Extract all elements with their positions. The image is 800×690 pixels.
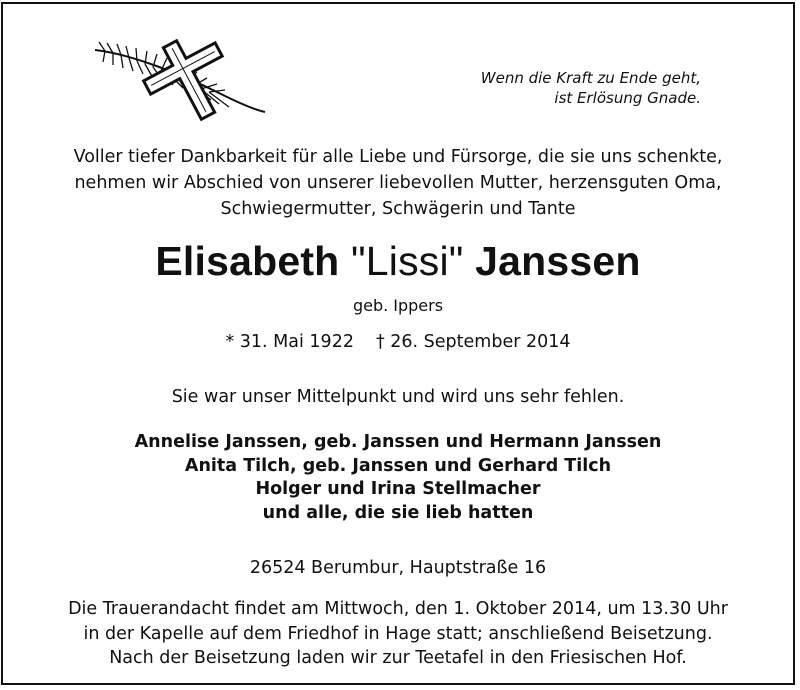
mourner-line: Anita Tilch, geb. Janssen und Gerhard Tilch xyxy=(184,455,612,476)
motto-line-1: Wenn die Kraft zu Ende geht, xyxy=(480,69,701,87)
mourner-line: Annelise Janssen, geb. Janssen und Hermann Janssen xyxy=(134,432,662,452)
life-dates xyxy=(3,330,793,354)
obituary-card xyxy=(1,2,795,685)
intro-text xyxy=(3,144,793,222)
mourners-list xyxy=(3,431,793,525)
nickname: "Lissi" xyxy=(351,238,464,284)
notice-line: Die Trauerandacht findet am Mittwoch, den 1. Oktober 2014, um 13.30 Uhr xyxy=(68,599,728,619)
tribute-text: Sie war unser Mittelpunkt und wird uns sehr fehlen. xyxy=(171,387,625,407)
motto-line-2: ist Erlösung Gnade. xyxy=(554,89,701,107)
last-name: Janssen xyxy=(475,238,641,284)
maiden-name: geb. Ippers xyxy=(352,296,444,315)
notice-line: Nach der Beisetzung laden wir zur Teetafel in den Friesischen Hof. xyxy=(109,648,687,668)
intro-line: nehmen wir Abschied von unserer liebevollen Mutter, herzensguten Oma, xyxy=(74,173,722,193)
birth-date: * 31. Mai 1922 xyxy=(225,332,354,352)
notice-line: in der Kapelle auf dem Friedhof in Hage statt; anschließend Beisetzung. xyxy=(83,623,713,644)
mourner-line: Holger und Irina Stellmacher xyxy=(255,479,541,499)
first-name: Elisabeth xyxy=(155,238,340,284)
intro-line: Schwiegermutter, Schwägerin und Tante xyxy=(220,199,576,219)
mourner-line: und alle, die sie lieb hatten xyxy=(262,502,534,523)
funeral-notice xyxy=(3,597,793,671)
address: 26524 Berumbur, Hauptstraße 16 xyxy=(249,558,547,578)
motto xyxy=(481,68,701,108)
deceased-name xyxy=(3,236,793,286)
intro-line: Voller tiefer Dankbarkeit für alle Liebe und Fürsorge, die sie uns schenkte, xyxy=(73,147,723,167)
death-date: † 26. September 2014 xyxy=(375,332,571,352)
cross-with-palm-branch-icon xyxy=(91,36,271,121)
